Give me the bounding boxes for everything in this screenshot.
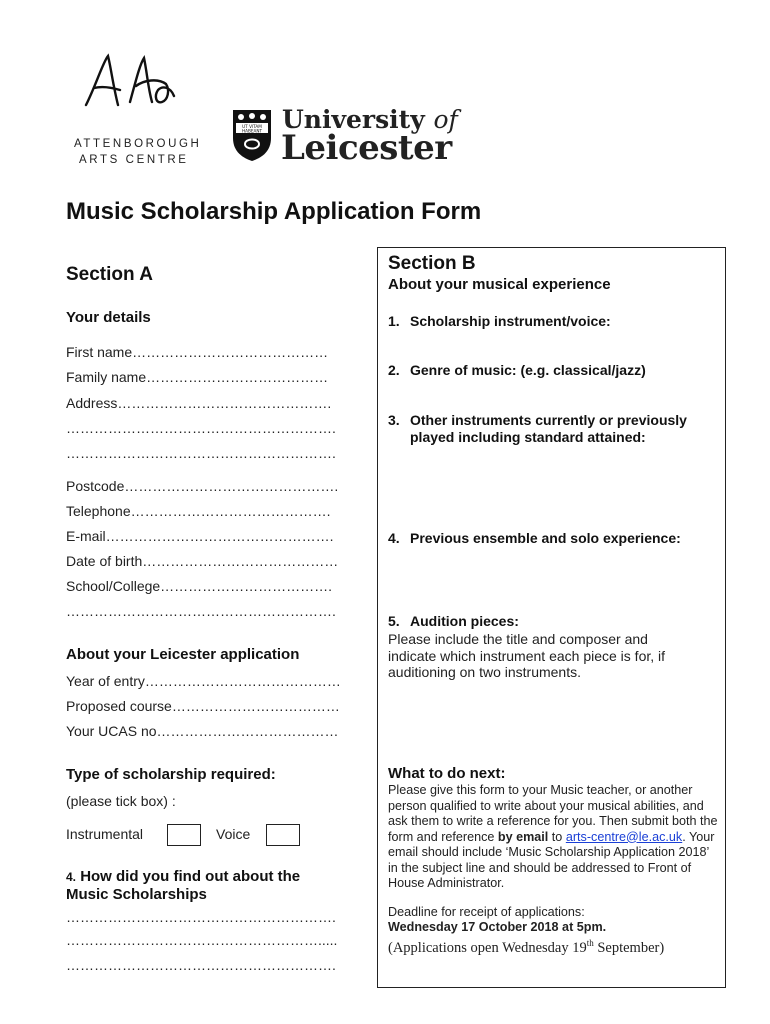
school-college-line-2[interactable]: …………………………………………………. xyxy=(66,603,336,619)
deadline-label: Deadline for receipt of applications: xyxy=(388,904,585,919)
crest-motto-2: HABEANT xyxy=(241,128,263,134)
q4-answer-line-3[interactable]: …………………………………………………. xyxy=(66,957,336,973)
q4-line-1: How did you find out about the xyxy=(80,868,301,885)
leicester-application-heading: About your Leicester application xyxy=(66,646,300,663)
instructions-paragraph xyxy=(388,783,720,956)
q4b-number: 4. xyxy=(388,530,400,546)
address-line-2[interactable]: …………………………………………………. xyxy=(66,420,336,436)
logo-line-1: ATTENBOROUGH xyxy=(74,138,202,150)
audition-note-line-1: Please include the title and composer and xyxy=(388,631,648,647)
question-5 xyxy=(388,613,710,629)
q1-number: 1. xyxy=(388,313,400,329)
instructions-text-1: Please give this form to your Music teacher, or another person qualified to write about your musical abilities, and ask them to write a reference for you. Then submit both the form and reference xyxy=(388,783,718,844)
q3-number: 3. xyxy=(388,412,400,428)
school-college-field[interactable]: School/College………………………………. xyxy=(66,578,333,594)
q2-number: 2. xyxy=(388,362,400,378)
scholarship-type-heading: Type of scholarship required: xyxy=(66,766,276,783)
telephone-field[interactable]: Telephone……………………………………. xyxy=(66,503,331,519)
question-2 xyxy=(388,362,710,378)
what-to-do-next-heading: What to do next: xyxy=(388,765,506,782)
ucas-number-field[interactable]: Your UCAS no………………………………… xyxy=(66,723,339,739)
postcode-field[interactable]: Postcode………………………………………. xyxy=(66,478,339,494)
open-note-text: (Applications open Wednesday 19 xyxy=(388,939,587,956)
family-name-field[interactable]: Family name………………………………… xyxy=(66,369,329,385)
first-name-field[interactable]: First name…………………………………… xyxy=(66,344,329,360)
open-note-text-end: September) xyxy=(593,939,665,956)
instructions-text-2: to xyxy=(548,829,566,844)
logo-line-2: ARTS CENTRE xyxy=(79,154,189,166)
audition-note xyxy=(388,631,665,681)
question-4-experience xyxy=(388,530,710,546)
question-3 xyxy=(388,412,700,446)
musical-experience-heading: About your musical experience xyxy=(388,276,611,293)
q4-how-did-you-find-out xyxy=(66,868,300,904)
q4-line-2: Music Scholarships xyxy=(66,886,207,903)
instrumental-label: Instrumental xyxy=(66,826,144,842)
q5-number: 5. xyxy=(388,613,400,629)
proposed-course-field[interactable]: Proposed course……………………………… xyxy=(66,698,340,714)
tick-box-note: (please tick box) : xyxy=(66,793,176,809)
q4-answer-line-2[interactable]: ………………………………………………..... xyxy=(66,932,338,948)
applications-open-note xyxy=(388,936,720,956)
deadline-date: Wednesday 17 October 2018 at 5pm. xyxy=(388,920,607,934)
attenborough-logo-mark xyxy=(78,50,198,120)
q4b-text: Previous ensemble and solo experience: xyxy=(410,530,681,546)
q2-text: Genre of music: (e.g. classical/jazz) xyxy=(410,362,646,378)
year-of-entry-field[interactable]: Year of entry…………………………………… xyxy=(66,673,341,689)
university-crest-icon xyxy=(231,108,273,162)
question-1 xyxy=(388,313,710,329)
open-note-sup: th xyxy=(586,937,594,948)
q3-text: Other instruments currently or previously played including standard attained: xyxy=(410,412,687,445)
address-field[interactable]: Address………………………………………. xyxy=(66,395,332,411)
section-b-heading: Section B xyxy=(388,253,476,274)
email-link[interactable]: arts-centre@le.ac.uk xyxy=(565,829,683,844)
voice-checkbox[interactable] xyxy=(266,824,300,846)
instructions-text-3: . Your email should include ‘Music Scholarship Application 2018’ in the subject line and should be addressed to Front of House Administrator. xyxy=(388,829,715,890)
section-a-heading: Section A xyxy=(66,264,153,285)
address-line-3[interactable]: …………………………………………………. xyxy=(66,445,336,461)
leicester-wordmark: Leicester xyxy=(281,128,452,168)
instrumental-checkbox[interactable] xyxy=(167,824,201,846)
q5-text: Audition pieces: xyxy=(410,613,519,629)
audition-note-line-2: indicate which instrument each piece is for, if xyxy=(388,647,666,664)
email-field[interactable]: E-mail…………………………………………. xyxy=(66,528,334,544)
q1-text: Scholarship instrument/voice: xyxy=(410,313,611,329)
your-details-heading: Your details xyxy=(66,309,151,326)
university-word: University xyxy=(282,105,425,134)
q4-number: 4. xyxy=(66,870,77,884)
audition-note-line-3: auditioning on two instruments. xyxy=(388,664,581,680)
by-email-bold: by email xyxy=(497,829,549,844)
crest-motto-1: UT VITAM xyxy=(242,124,262,129)
page-title: Music Scholarship Application Form xyxy=(66,198,482,225)
date-of-birth-field[interactable]: Date of birth…………………………………… xyxy=(66,553,339,569)
voice-label: Voice xyxy=(216,826,251,842)
of-word: of xyxy=(433,105,458,134)
q4-answer-line-1[interactable]: …………………………………………………. xyxy=(66,909,336,925)
attenborough-logo-text xyxy=(74,136,201,168)
